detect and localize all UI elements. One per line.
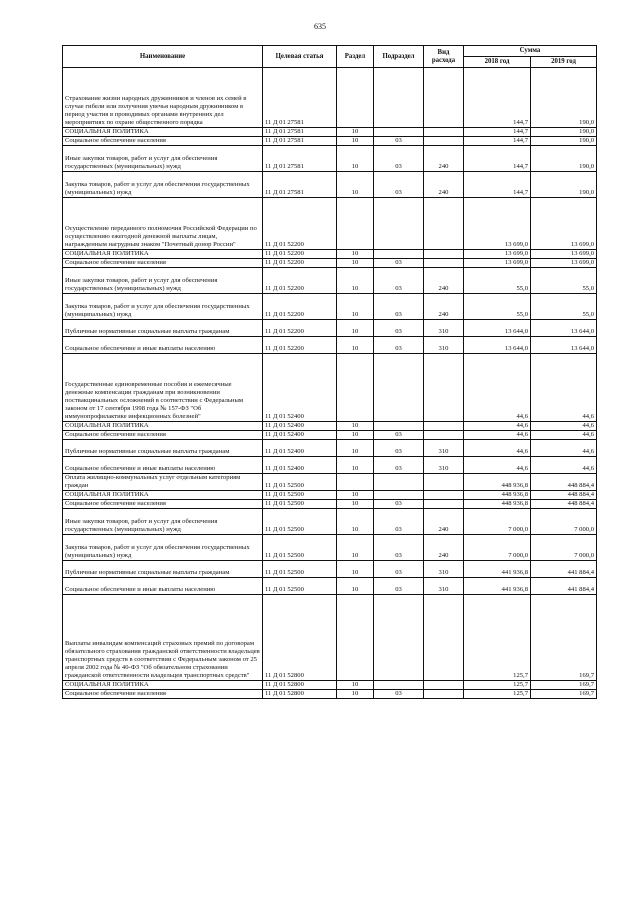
row-target-article: 11 Д 01 52400 [263, 431, 337, 440]
row-subsection: 03 [374, 431, 424, 440]
row-name: Социальное обеспечение и иные выплаты населению [63, 457, 263, 474]
row-target-article: 11 Д 01 52400 [263, 422, 337, 431]
row-expense-type [424, 128, 464, 137]
row-sum-2018: 44,6 [464, 440, 531, 457]
table-row [63, 690, 597, 699]
row-sum-2018: 13 644,0 [464, 320, 531, 337]
row-name: СОЦИАЛЬНАЯ ПОЛИТИКА [63, 422, 263, 431]
row-section: 10 [337, 172, 374, 198]
row-expense-type [424, 595, 464, 681]
table-row [63, 578, 597, 595]
row-section [337, 474, 374, 491]
page-number: 635 [314, 22, 326, 31]
row-subsection: 03 [374, 320, 424, 337]
row-section: 10 [337, 690, 374, 699]
row-target-article: 11 Д 01 27581 [263, 172, 337, 198]
row-subsection [374, 681, 424, 690]
table-row [63, 474, 597, 491]
row-sum-2019: 169,7 [531, 595, 597, 681]
row-section: 10 [337, 440, 374, 457]
row-subsection: 03 [374, 561, 424, 578]
table-row [63, 259, 597, 268]
table-row [63, 294, 597, 320]
row-target-article: 11 Д 01 52200 [263, 337, 337, 354]
row-sum-2019: 169,7 [531, 681, 597, 690]
row-expense-type [424, 354, 464, 422]
table-row [63, 68, 597, 128]
row-subsection: 03 [374, 440, 424, 457]
row-section: 10 [337, 268, 374, 294]
row-sum-2019: 190,0 [531, 172, 597, 198]
row-target-article: 11 Д 01 52400 [263, 354, 337, 422]
row-target-article: 11 Д 01 27581 [263, 128, 337, 137]
row-section: 10 [337, 128, 374, 137]
table-row [63, 128, 597, 137]
row-name: Закупка товаров, работ и услуг для обеспечения государственных (муниципальных) нужд [63, 294, 263, 320]
row-subsection [374, 128, 424, 137]
row-section: 10 [337, 137, 374, 146]
row-expense-type: 310 [424, 561, 464, 578]
row-subsection [374, 68, 424, 128]
row-name: Социальное обеспечение населения [63, 137, 263, 146]
row-name: Публичные нормативные социальные выплаты гражданам [63, 320, 263, 337]
row-target-article: 11 Д 01 27581 [263, 146, 337, 172]
table-body [63, 68, 597, 699]
row-sum-2018: 7 000,0 [464, 509, 531, 535]
row-name: Социальное обеспечение и иные выплаты населению [63, 337, 263, 354]
row-sum-2019: 190,0 [531, 128, 597, 137]
row-target-article: 11 Д 01 52500 [263, 535, 337, 561]
row-sum-2019: 44,6 [531, 440, 597, 457]
row-sum-2019: 190,0 [531, 146, 597, 172]
row-section: 10 [337, 294, 374, 320]
row-target-article: 11 Д 01 52500 [263, 474, 337, 491]
row-section [337, 198, 374, 250]
row-sum-2018: 448 936,8 [464, 500, 531, 509]
row-sum-2019: 44,6 [531, 431, 597, 440]
row-sum-2018: 44,6 [464, 422, 531, 431]
header-name: Наименование [63, 46, 263, 68]
row-sum-2018: 44,6 [464, 431, 531, 440]
row-name: Социальное обеспечение и иные выплаты населению [63, 578, 263, 595]
table-row [63, 457, 597, 474]
row-name: Выплаты инвалидам компенсаций страховых премий по договорам обязательного страхования гражданской ответственности владельцев транспортных средств в соответствии с Федеральным законом от 25 апреля 2002 года № 40-ФЗ "Об обязательном страховании гражданской ответственности владельцев транспортных средств" [63, 595, 263, 681]
row-sum-2018: 13 644,0 [464, 337, 531, 354]
header-subsection: Подраздел [374, 46, 424, 68]
row-subsection [374, 422, 424, 431]
row-name: Публичные нормативные социальные выплаты гражданам [63, 561, 263, 578]
row-subsection: 03 [374, 690, 424, 699]
row-subsection: 03 [374, 535, 424, 561]
row-sum-2018: 144,7 [464, 128, 531, 137]
row-expense-type [424, 474, 464, 491]
row-name: Страхование жизни народных дружинников и членов их семей в случае гибели или получения увечья народным дружинником в период участия в проводимых органами внутренних дел мероприятиях по охране общественного порядка [63, 68, 263, 128]
row-name: СОЦИАЛЬНАЯ ПОЛИТИКА [63, 128, 263, 137]
row-section [337, 354, 374, 422]
row-section: 10 [337, 320, 374, 337]
row-expense-type [424, 491, 464, 500]
row-sum-2018: 144,7 [464, 137, 531, 146]
row-sum-2019: 13 699,0 [531, 259, 597, 268]
row-subsection: 03 [374, 294, 424, 320]
row-sum-2018: 144,7 [464, 172, 531, 198]
row-name: Оплата жилищно-коммунальных услуг отдельным категориям граждан [63, 474, 263, 491]
row-target-article: 11 Д 01 52800 [263, 681, 337, 690]
row-expense-type: 310 [424, 457, 464, 474]
row-subsection [374, 595, 424, 681]
table-row [63, 561, 597, 578]
row-target-article: 11 Д 01 52400 [263, 457, 337, 474]
table-row [63, 268, 597, 294]
row-name: Социальное обеспечение населения [63, 431, 263, 440]
table-row [63, 320, 597, 337]
table-row [63, 422, 597, 431]
table-row [63, 500, 597, 509]
row-expense-type [424, 198, 464, 250]
row-subsection: 03 [374, 268, 424, 294]
row-name: Закупка товаров, работ и услуг для обеспечения государственных (муниципальных) нужд [63, 172, 263, 198]
row-sum-2018: 7 000,0 [464, 535, 531, 561]
row-section: 10 [337, 561, 374, 578]
row-sum-2019: 44,6 [531, 422, 597, 431]
row-name: Иные закупки товаров, работ и услуг для обеспечения государственных (муниципальных) нужд [63, 146, 263, 172]
row-subsection: 03 [374, 259, 424, 268]
row-target-article: 11 Д 01 52500 [263, 578, 337, 595]
row-subsection [374, 250, 424, 259]
table-row [63, 137, 597, 146]
row-expense-type [424, 137, 464, 146]
row-expense-type: 240 [424, 294, 464, 320]
row-sum-2019: 190,0 [531, 137, 597, 146]
row-target-article: 11 Д 01 27581 [263, 68, 337, 128]
table-row [63, 509, 597, 535]
table-row [63, 354, 597, 422]
row-sum-2019: 55,0 [531, 294, 597, 320]
row-subsection: 03 [374, 337, 424, 354]
row-expense-type: 240 [424, 146, 464, 172]
row-section [337, 595, 374, 681]
row-sum-2018: 13 699,0 [464, 250, 531, 259]
row-expense-type: 240 [424, 535, 464, 561]
table-row [63, 172, 597, 198]
row-name: Осуществление переданного полномочия Российской Федерации по осуществлению ежегодной денежной выплаты лицам, награжденным нагрудным знаком "Почетный донор России" [63, 198, 263, 250]
row-subsection [374, 198, 424, 250]
table-row [63, 535, 597, 561]
row-section: 10 [337, 578, 374, 595]
row-name: СОЦИАЛЬНАЯ ПОЛИТИКА [63, 250, 263, 259]
row-sum-2019: 44,6 [531, 457, 597, 474]
row-expense-type [424, 681, 464, 690]
row-target-article: 11 Д 01 52400 [263, 440, 337, 457]
row-name: Иные закупки товаров, работ и услуг для обеспечения государственных (муниципальных) нужд [63, 509, 263, 535]
row-sum-2018: 448 936,8 [464, 491, 531, 500]
row-section [337, 68, 374, 128]
row-target-article: 11 Д 01 52500 [263, 491, 337, 500]
row-sum-2018: 55,0 [464, 294, 531, 320]
row-name: Публичные нормативные социальные выплаты гражданам [63, 440, 263, 457]
row-expense-type [424, 690, 464, 699]
row-name: Социальное обеспечение населения [63, 690, 263, 699]
row-target-article: 11 Д 01 52500 [263, 509, 337, 535]
row-expense-type: 310 [424, 440, 464, 457]
row-expense-type: 240 [424, 172, 464, 198]
header-year-2019: 2019 год [531, 57, 597, 68]
row-expense-type [424, 259, 464, 268]
row-subsection: 03 [374, 457, 424, 474]
row-sum-2019: 13 644,0 [531, 320, 597, 337]
row-expense-type: 310 [424, 337, 464, 354]
row-sum-2018: 125,7 [464, 690, 531, 699]
table-row [63, 198, 597, 250]
row-sum-2018: 144,7 [464, 146, 531, 172]
row-sum-2019: 448 884,4 [531, 491, 597, 500]
row-sum-2018: 44,6 [464, 457, 531, 474]
row-section: 10 [337, 259, 374, 268]
row-name: Социальное обеспечение населения [63, 500, 263, 509]
row-target-article: 11 Д 01 52200 [263, 198, 337, 250]
row-expense-type: 240 [424, 509, 464, 535]
table-row [63, 431, 597, 440]
row-subsection: 03 [374, 172, 424, 198]
row-sum-2018: 44,6 [464, 354, 531, 422]
row-subsection: 03 [374, 578, 424, 595]
row-name: СОЦИАЛЬНАЯ ПОЛИТИКА [63, 681, 263, 690]
table-row [63, 440, 597, 457]
table-row [63, 595, 597, 681]
row-target-article: 11 Д 01 52200 [263, 320, 337, 337]
row-sum-2018: 13 699,0 [464, 259, 531, 268]
row-sum-2019: 13 699,0 [531, 198, 597, 250]
row-name: Закупка товаров, работ и услуг для обеспечения государственных (муниципальных) нужд [63, 535, 263, 561]
row-target-article: 11 Д 01 27581 [263, 137, 337, 146]
row-target-article: 11 Д 01 52200 [263, 250, 337, 259]
row-name: Социальное обеспечение населения [63, 259, 263, 268]
row-section: 10 [337, 535, 374, 561]
row-section: 10 [337, 146, 374, 172]
row-expense-type [424, 68, 464, 128]
row-name: Государственные единовременные пособия и ежемесячные денежные компенсации гражданам при возникновении поствакцинальных осложнений в соответствии с Федеральным законом от 17 сентября 1998 года № 157-ФЗ "Об иммунопрофилактике инфекционных болезней" [63, 354, 263, 422]
header-expense-type: Вид расхода [424, 46, 464, 68]
row-name: Иные закупки товаров, работ и услуг для обеспечения государственных (муниципальных) нужд [63, 268, 263, 294]
header-section: Раздел [337, 46, 374, 68]
row-expense-type [424, 500, 464, 509]
row-target-article: 11 Д 01 52800 [263, 595, 337, 681]
row-sum-2019: 169,7 [531, 690, 597, 699]
row-section: 10 [337, 431, 374, 440]
row-subsection [374, 491, 424, 500]
row-sum-2018: 144,7 [464, 68, 531, 128]
row-target-article: 11 Д 01 52800 [263, 690, 337, 699]
row-expense-type [424, 422, 464, 431]
row-sum-2019: 190,0 [531, 68, 597, 128]
header-target-article: Целевая статья [263, 46, 337, 68]
row-sum-2019: 55,0 [531, 268, 597, 294]
row-section: 10 [337, 457, 374, 474]
table-row [63, 681, 597, 690]
row-target-article: 11 Д 01 52500 [263, 561, 337, 578]
row-section: 10 [337, 422, 374, 431]
row-target-article: 11 Д 01 52200 [263, 268, 337, 294]
row-sum-2018: 441 936,8 [464, 561, 531, 578]
row-sum-2018: 441 936,8 [464, 578, 531, 595]
row-section: 10 [337, 509, 374, 535]
row-sum-2018: 125,7 [464, 595, 531, 681]
row-sum-2018: 125,7 [464, 681, 531, 690]
row-section: 10 [337, 491, 374, 500]
row-sum-2019: 7 000,0 [531, 509, 597, 535]
row-sum-2019: 441 884,4 [531, 561, 597, 578]
row-sum-2019: 7 000,0 [531, 535, 597, 561]
row-sum-2019: 13 699,0 [531, 250, 597, 259]
row-subsection: 03 [374, 137, 424, 146]
row-expense-type: 310 [424, 578, 464, 595]
row-subsection: 03 [374, 146, 424, 172]
header-sum: Сумма [464, 46, 597, 57]
row-subsection [374, 474, 424, 491]
row-target-article: 11 Д 01 52200 [263, 294, 337, 320]
row-sum-2019: 44,6 [531, 354, 597, 422]
row-expense-type: 310 [424, 320, 464, 337]
row-expense-type: 240 [424, 268, 464, 294]
row-section: 10 [337, 337, 374, 354]
row-subsection: 03 [374, 500, 424, 509]
row-target-article: 11 Д 01 52500 [263, 500, 337, 509]
table-row [63, 146, 597, 172]
row-sum-2018: 13 699,0 [464, 198, 531, 250]
table-row [63, 250, 597, 259]
row-subsection [374, 354, 424, 422]
row-sum-2018: 55,0 [464, 268, 531, 294]
row-section: 10 [337, 250, 374, 259]
row-sum-2018: 448 936,8 [464, 474, 531, 491]
row-section: 10 [337, 681, 374, 690]
row-expense-type [424, 250, 464, 259]
row-sum-2019: 441 884,4 [531, 578, 597, 595]
row-name: СОЦИАЛЬНАЯ ПОЛИТИКА [63, 491, 263, 500]
budget-table [62, 45, 597, 699]
header-year-2018: 2018 год [464, 57, 531, 68]
row-subsection: 03 [374, 509, 424, 535]
row-sum-2019: 448 884,4 [531, 474, 597, 491]
row-target-article: 11 Д 01 52200 [263, 259, 337, 268]
row-sum-2019: 448 884,4 [531, 500, 597, 509]
table-row [63, 337, 597, 354]
row-expense-type [424, 431, 464, 440]
row-section: 10 [337, 500, 374, 509]
row-sum-2019: 13 644,0 [531, 337, 597, 354]
table-row [63, 491, 597, 500]
